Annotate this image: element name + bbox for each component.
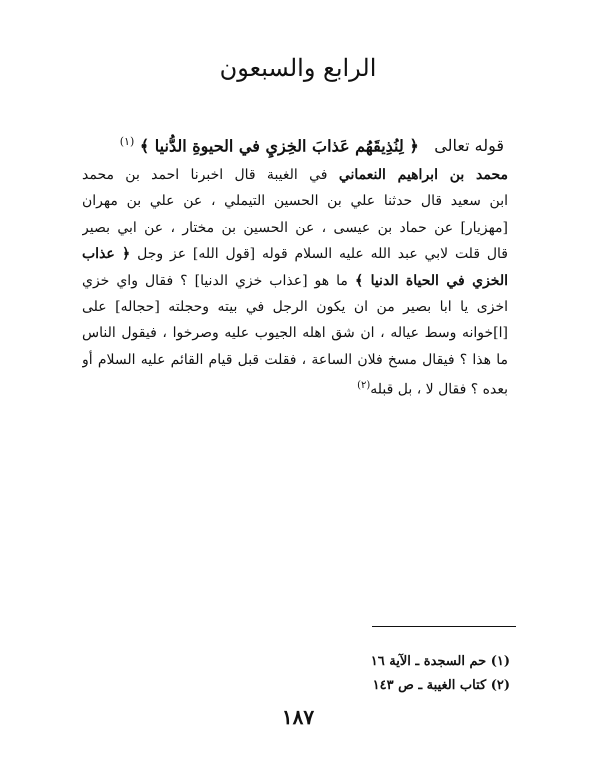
- text-line: [82, 162, 508, 188]
- text-line: [82, 241, 508, 267]
- verse-citation: [84, 128, 504, 160]
- footnote: (٢) كتاب الغيبة ـ ص ١٤٣: [372, 678, 510, 693]
- quoted-verse: الخزي في الحياة الدنيا ﴾: [354, 272, 508, 289]
- footnote: (١) حم السجدة ـ الآية ١٦: [370, 654, 510, 669]
- narration-text: [82, 162, 508, 400]
- text-line: [82, 294, 508, 320]
- text-segment: [ا]خوانه وسط عياله ، ان شق اهله الجيوب عليه وصرخوا ، فيقول الناس: [82, 325, 508, 342]
- page-number: ١٨٧: [281, 705, 315, 729]
- text-segment: ابن سعيد قال حدثنا علي بن الحسين التيملي ، عن علي بن مهران: [82, 193, 508, 210]
- text-segment: اخزى يا ابا بصير من ان يكون الرجل في بيته وحجلته [حجاله] على: [82, 298, 508, 315]
- text-segment: بعده ؟ فقال لا ، بل قبله: [370, 381, 508, 398]
- text-segment: ما هو [عذاب خزي الدنيا] ؟ فقال واي خزي: [82, 272, 355, 289]
- footnote-divider: [372, 626, 516, 627]
- text-segment: [مهزيار] عن حماد بن عيسى ، عن الحسين بن مختار ، عن ابي بصير: [82, 219, 508, 236]
- quoted-verse: ﴿ عذاب: [82, 246, 131, 263]
- footnote-ref-2: (٢): [357, 380, 371, 392]
- text-segment: في الغيبة قال اخبرنا احمد بن محمد: [82, 167, 339, 183]
- text-segment: ما هذا ؟ فيقال مسخ فلان الساعة ، فقلت قبل قيام القائم عليه السلام أو: [82, 351, 508, 368]
- text-line: [82, 347, 508, 373]
- text-line: [82, 215, 508, 241]
- footnote-ref-1: (١): [119, 135, 135, 148]
- footnotes: [260, 650, 510, 698]
- text-line: [82, 320, 508, 346]
- text-line: [82, 268, 508, 294]
- text-line: [82, 188, 508, 214]
- verse-text: ﴿ لِنُذِيقَهُم عَذابَ الخِزيِ في الحيوةِ الدُّنيا ﴾: [139, 136, 419, 156]
- verse-intro: قوله تعالى: [434, 136, 504, 156]
- text-line: [82, 373, 508, 399]
- chapter-heading: الرابع والسبعون: [219, 54, 377, 82]
- text-segment: قال قلت لابي عبد الله عليه السلام قوله [قول الله] عز وجل: [130, 246, 508, 263]
- narrator-name: محمد بن ابراهيم النعماني: [338, 167, 508, 183]
